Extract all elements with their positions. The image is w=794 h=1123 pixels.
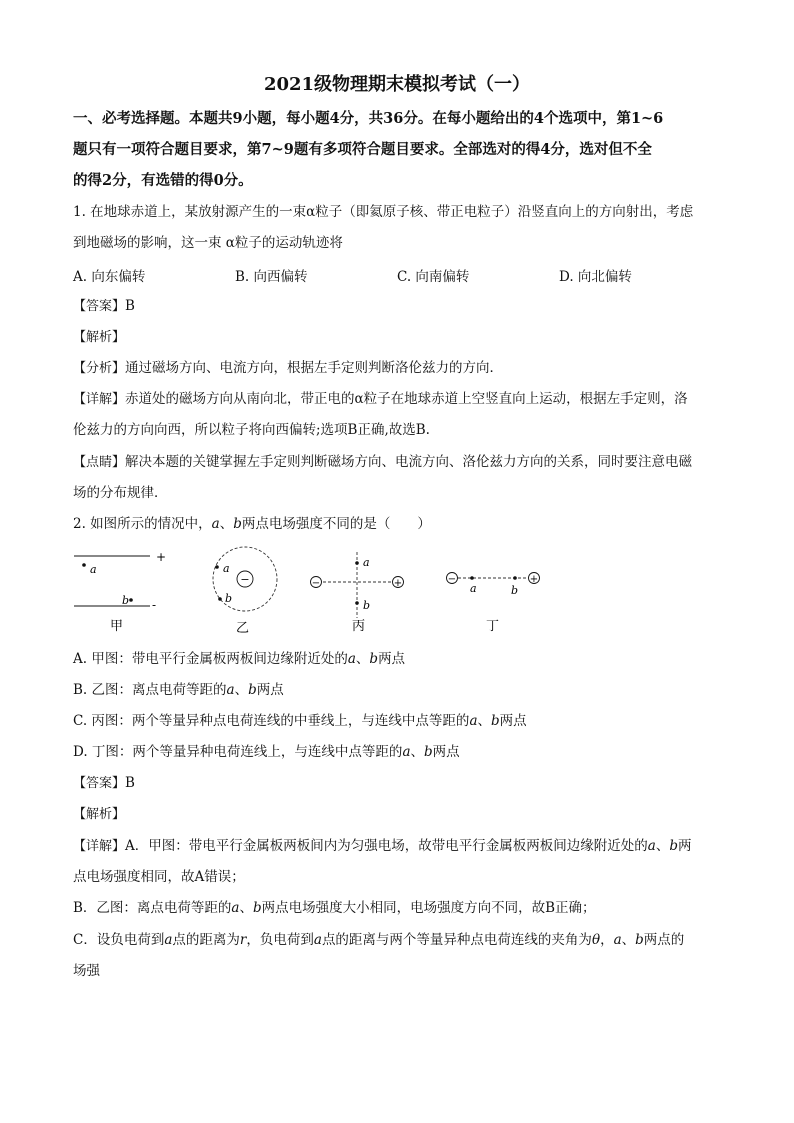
point-a xyxy=(82,563,86,567)
label-b: b xyxy=(511,584,519,597)
option-prefix: A. 甲图：带电平行金属板两板间边缘附近处的 xyxy=(73,651,348,667)
section-instructions-line-2: 题只有一项符合题目要求，第7~9题有多项符合题目要求。全部选对的得4分，选对但不全 xyxy=(73,141,652,158)
q2-stem-post: 两点电场强度不同的是（ ） xyxy=(241,516,431,532)
q1-fenxi xyxy=(73,353,721,384)
detail-c-mid3: 点的距离与两个等量异种点电荷连线的夹角为 xyxy=(321,932,592,948)
q1-option-c: C. 向南偏转 xyxy=(397,269,470,285)
q2-xiangjie-line-5: 场强 xyxy=(73,963,100,979)
label-a: a xyxy=(223,562,230,575)
separator: 、 xyxy=(219,516,234,532)
var-a: a xyxy=(226,682,235,698)
var-a: a xyxy=(313,932,322,948)
q2-xiangjie-line-1 xyxy=(73,831,721,862)
plus-sign: + xyxy=(156,550,167,564)
detail-c-mid1: 点的距离为 xyxy=(172,932,240,948)
var-a: a xyxy=(613,932,622,948)
separator: 、 xyxy=(621,932,636,948)
minus-symbol: − xyxy=(447,574,457,585)
option-suffix: 两点 xyxy=(378,651,406,667)
point-b xyxy=(355,601,359,605)
point-a xyxy=(470,576,474,580)
var-b: b xyxy=(669,838,678,854)
q1-dianjing-line-1 xyxy=(73,447,721,478)
q1-answer xyxy=(73,291,721,322)
var-b: b xyxy=(252,900,262,916)
label-b: b xyxy=(225,592,233,605)
separator: 、 xyxy=(234,682,249,698)
q2-xiangjie-line-2: 点电场强度相同，故A错误； xyxy=(73,869,245,885)
q2-stem-pre: 2. 如图所示的情况中， xyxy=(73,516,212,532)
section-instructions-line-3: 的得2分，有选错的得0分。 xyxy=(73,172,253,189)
dianjing-text-1: 解决本题的关键掌握左手定则判断磁场方向、电流方向、洛伦兹力方向的关系，同时要注意电磁 xyxy=(125,454,693,470)
var-b: b xyxy=(248,682,257,698)
xiangjie-tag: 【详解】 xyxy=(73,392,126,407)
figure-ding xyxy=(447,573,540,635)
minus-symbol: − xyxy=(240,573,250,586)
figure-jia xyxy=(74,550,166,634)
xiangjie-text-1: 赤道处的磁场方向从南向北，带正电的α粒子在地球赤道上空竖直向上运动，根据左手定则，洛 xyxy=(125,391,688,407)
figure-bing xyxy=(311,552,404,634)
xiangjie-tag: 【详解】 xyxy=(73,839,126,854)
var-a: a xyxy=(647,838,656,854)
caption-jia: 甲 xyxy=(110,619,124,634)
q2-option-d xyxy=(73,737,721,768)
var-a: a xyxy=(402,744,411,760)
dianjing-tag: 【点睛】 xyxy=(73,455,126,470)
detail-a-post: 两 xyxy=(677,838,692,854)
option-suffix: 两点 xyxy=(499,713,527,729)
answer-value: B xyxy=(125,775,135,791)
q2-xiangjie-line-3 xyxy=(73,893,721,924)
exam-title: 2021级物理期末模拟考试（一） xyxy=(263,74,531,95)
caption-yi: 乙 xyxy=(236,621,250,636)
point-a xyxy=(215,565,219,569)
option-prefix: D. 丁图：两个等量异种电荷连线上，与连线中点等距的 xyxy=(73,744,403,760)
var-theta: θ xyxy=(591,932,601,948)
q2-figures xyxy=(60,540,580,640)
var-a: a xyxy=(164,932,173,948)
separator: 、 xyxy=(410,744,424,760)
option-suffix: 两点 xyxy=(432,744,460,760)
q2-xiangjie-line-4: C．设负电荷到a点的距离为r，负电荷到a点的距离与两个等量异种点电荷连线的夹角为θ，a、b两点的 xyxy=(73,932,685,948)
separator: 、 xyxy=(239,900,253,916)
q1-dianjing-line-2: 场的分布规律． xyxy=(73,485,168,501)
detail-c-mid2: ，负电荷到 xyxy=(246,932,314,948)
var-a: a xyxy=(469,713,478,729)
fenxi-text: 通过磁场方向、电流方向，根据左手定则判断洛伦兹力的方向． xyxy=(125,360,504,376)
point-b xyxy=(218,597,222,601)
q1-option-d: D. 向北偏转 xyxy=(559,269,632,285)
var-b: b xyxy=(424,744,433,760)
detail-b-pre: B．乙图：离点电荷等距的 xyxy=(73,900,232,916)
minus-sign: - xyxy=(152,598,157,612)
var-b: b xyxy=(233,516,242,532)
label-b: b xyxy=(122,594,130,607)
analysis-tag: 【解析】 xyxy=(73,330,126,345)
q1-stem-line-2: 到地磁场的影响，这一束 α粒子的运动轨迹将 xyxy=(73,235,343,251)
detail-c-post: 两点的 xyxy=(643,932,685,948)
fenxi-tag: 【分析】 xyxy=(73,361,126,376)
separator: 、 xyxy=(355,651,370,667)
q1-option-b: B. 向西偏转 xyxy=(235,269,308,285)
q1-option-a: A. 向东偏转 xyxy=(73,269,146,285)
q2-option-b xyxy=(73,675,721,706)
var-b: b xyxy=(491,713,500,729)
caption-ding: 丁 xyxy=(486,619,500,634)
point-b xyxy=(513,576,517,580)
q2-option-a xyxy=(73,644,721,675)
answer-tag: 【答案】 xyxy=(73,776,126,791)
label-b: b xyxy=(363,599,371,612)
q2-analysis-tag xyxy=(73,799,721,830)
var-b: b xyxy=(369,651,379,667)
q1-xiangjie-line-1 xyxy=(73,384,721,415)
q2-answer xyxy=(73,768,721,799)
detail-a-pre: A．甲图：带电平行金属板两板间内为匀强电场，故带电平行金属板两板间边缘附近处的 xyxy=(125,838,648,854)
separator: 、 xyxy=(477,713,491,729)
q2-option-c xyxy=(73,706,721,737)
q2-stem xyxy=(73,509,721,540)
option-prefix: C. 丙图：两个等量异种点电荷连线的中垂线上，与连线中点等距的 xyxy=(73,713,470,729)
q1-analysis-tag xyxy=(73,322,721,353)
detail-c-pre: C．设负电荷到 xyxy=(73,932,165,948)
q1-xiangjie-line-2: 伦兹力的方向向西，所以粒子将向西偏转;选项B正确,故选B. xyxy=(73,422,430,438)
var-a: a xyxy=(211,516,220,532)
var-a: a xyxy=(347,651,356,667)
label-a: a xyxy=(90,563,97,576)
section-instructions-line-1: 一、必考选择题。本题共9小题，每小题4分，共36分。在每小题给出的4个选项中，第1~6 xyxy=(73,110,664,127)
var-r: r xyxy=(239,932,247,948)
separator: 、 xyxy=(655,838,670,854)
detail-b-post: 两点电场强度大小相同，电场强度方向不同，故B正确； xyxy=(261,900,596,916)
analysis-tag: 【解析】 xyxy=(73,807,126,822)
option-suffix: 两点 xyxy=(256,682,284,698)
option-prefix: B. 乙图：离点电荷等距的 xyxy=(73,682,227,698)
answer-tag: 【答案】 xyxy=(73,299,126,314)
minus-symbol: − xyxy=(311,578,321,589)
plus-symbol: + xyxy=(393,578,403,589)
figure-yi xyxy=(213,547,277,636)
var-a: a xyxy=(231,900,240,916)
point-a xyxy=(355,561,359,565)
answer-value: B xyxy=(125,298,135,314)
label-a: a xyxy=(470,582,477,595)
point-b xyxy=(129,598,133,602)
q1-stem-line-1: 1. 在地球赤道上，某放射源产生的一束α粒子（即氦原子核、带正电粒子）沿竖直向上的方向射出，考虑 xyxy=(73,204,694,220)
plus-symbol: + xyxy=(529,574,539,585)
var-b: b xyxy=(635,932,644,948)
label-a: a xyxy=(363,556,370,569)
caption-bing: 丙 xyxy=(352,619,366,634)
